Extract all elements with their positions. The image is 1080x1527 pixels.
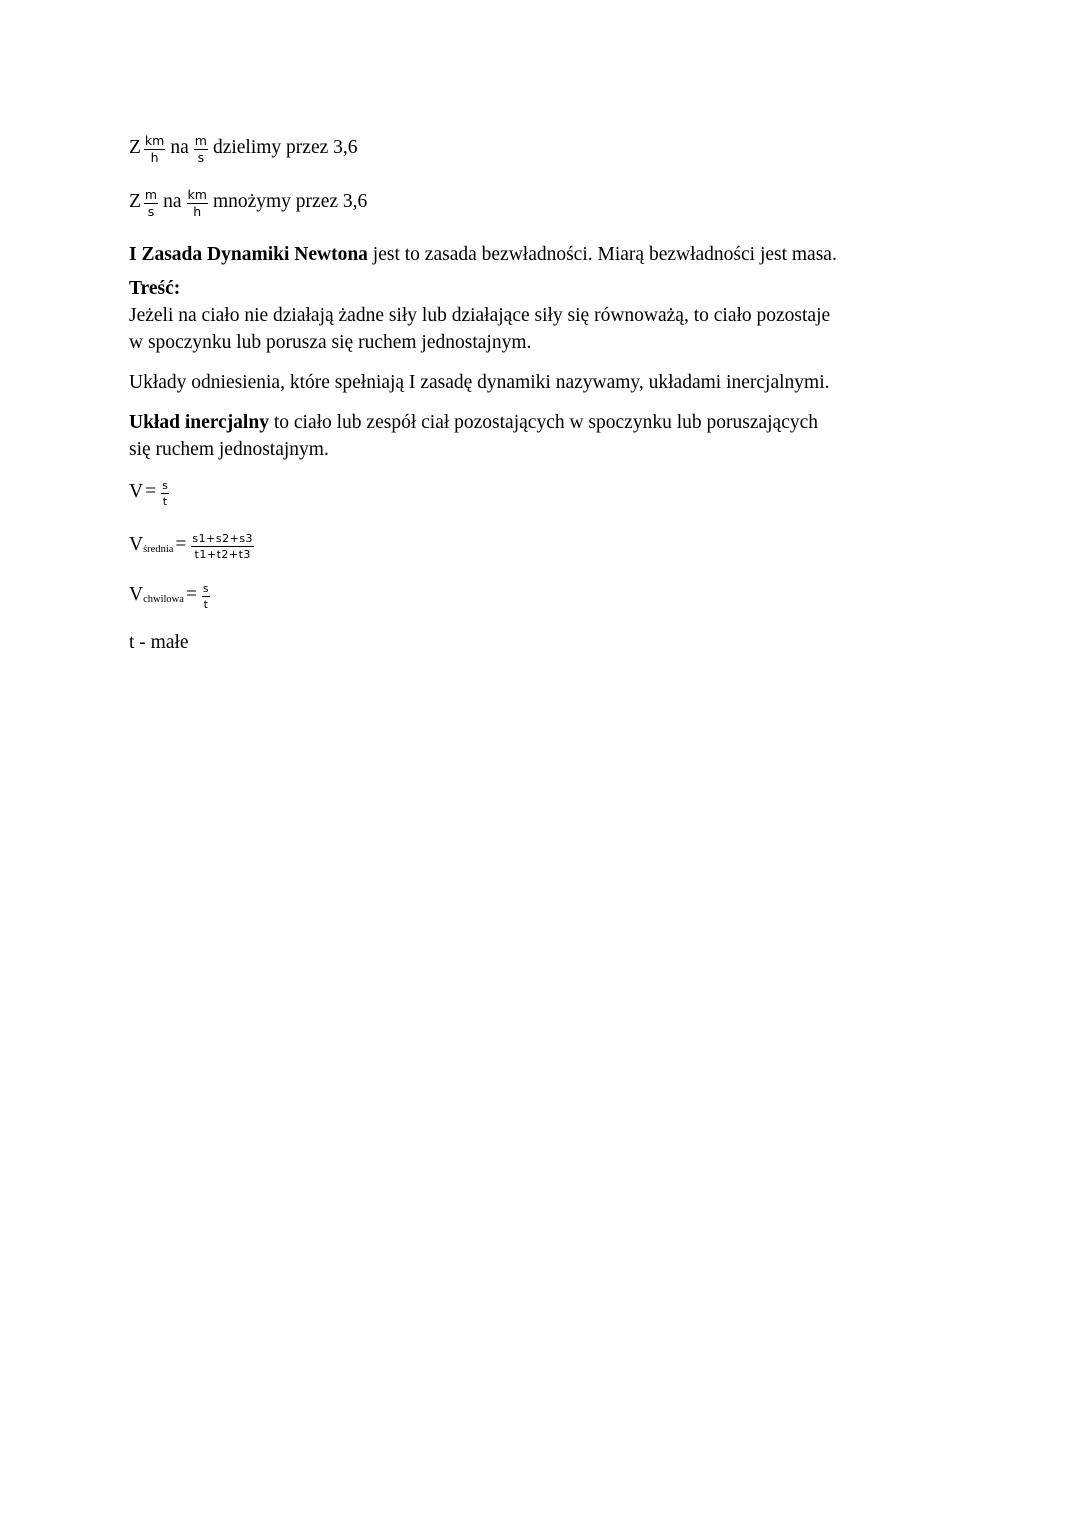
- frames-paragraph: Układy odniesienia, które spełniają I zasadę dynamiki nazywamy, układami inercjalnymi.: [129, 372, 830, 393]
- average-velocity-formula: [129, 531, 257, 563]
- fraction-denominator: h: [193, 204, 202, 219]
- law-content-label: Treść:: [129, 278, 181, 299]
- fraction-sum-s-over-sum-t: [191, 532, 254, 561]
- formula-subscript: średnia: [143, 544, 174, 555]
- fraction-denominator: t1+t2+t3: [194, 548, 251, 562]
- fraction-denominator: s: [147, 204, 155, 219]
- fraction-numerator: s1+s2+s3: [192, 532, 254, 546]
- fraction-numerator: s: [202, 582, 209, 596]
- fraction-denominator: s: [197, 150, 205, 165]
- conversion-rest: dzielimy przez 3,6: [212, 136, 358, 158]
- fraction-km-per-h: [144, 134, 165, 165]
- formula-lhs: V: [129, 584, 144, 605]
- law-title-rest: jest to zasada bezwładności. Miarą bezwładności jest masa.: [367, 244, 837, 265]
- conversion-line-1: [129, 133, 358, 164]
- fraction-denominator: h: [150, 150, 159, 165]
- conversion-prefix: Z: [129, 190, 141, 212]
- conversion-mid: na: [163, 190, 182, 212]
- fraction-numerator: s: [162, 479, 168, 493]
- law-content-paragraph: [129, 275, 929, 356]
- fraction-s-over-t: [161, 479, 169, 508]
- law-title-paragraph: [129, 241, 929, 268]
- inertial-definition-line-2: się ruchem jednostajnym.: [129, 439, 329, 460]
- fraction-m-per-s: [194, 134, 208, 165]
- conversion-line-2: [129, 187, 367, 218]
- fraction-numerator: km: [187, 187, 207, 202]
- inertial-paragraph: [129, 409, 929, 463]
- formula-lhs: V: [129, 481, 144, 502]
- conversion-mid: na: [170, 136, 189, 158]
- formula-lhs: V: [129, 534, 144, 555]
- fraction-s-over-t: [202, 582, 210, 611]
- fraction-numerator: m: [194, 133, 207, 148]
- conversion-prefix: Z: [129, 136, 141, 158]
- fraction-denominator: t: [203, 598, 208, 612]
- inertial-definition-line-1: to ciało lub zespół ciał pozostających w spoczynku lub poruszających: [268, 412, 819, 433]
- fraction-numerator: km: [144, 133, 165, 148]
- law-title: I Zasada Dynamiki Newtona: [129, 244, 368, 265]
- small-time-note: t - małe: [129, 632, 189, 653]
- equals-sign: =: [185, 584, 197, 605]
- conversion-rest: mnożymy przez 3,6: [212, 190, 368, 212]
- fraction-numerator: m: [144, 187, 158, 202]
- law-content-line-1: Jeżeli na ciało nie działają żadne siły lub działające siły się równoważą, to ciało pozostaje: [129, 305, 831, 326]
- instant-velocity-formula: [129, 581, 213, 613]
- fraction-m-per-s: [144, 188, 158, 219]
- equals-sign: =: [175, 534, 187, 555]
- fraction-denominator: t: [162, 495, 168, 509]
- equals-sign: =: [145, 481, 157, 502]
- law-content-line-2: w spoczynku lub porusza się ruchem jednostajnym.: [129, 332, 532, 353]
- formula-subscript: chwilowa: [143, 594, 184, 605]
- velocity-formula: [129, 478, 172, 507]
- inertial-term: Układ inercjalny: [129, 412, 269, 433]
- fraction-km-per-h: [187, 188, 208, 219]
